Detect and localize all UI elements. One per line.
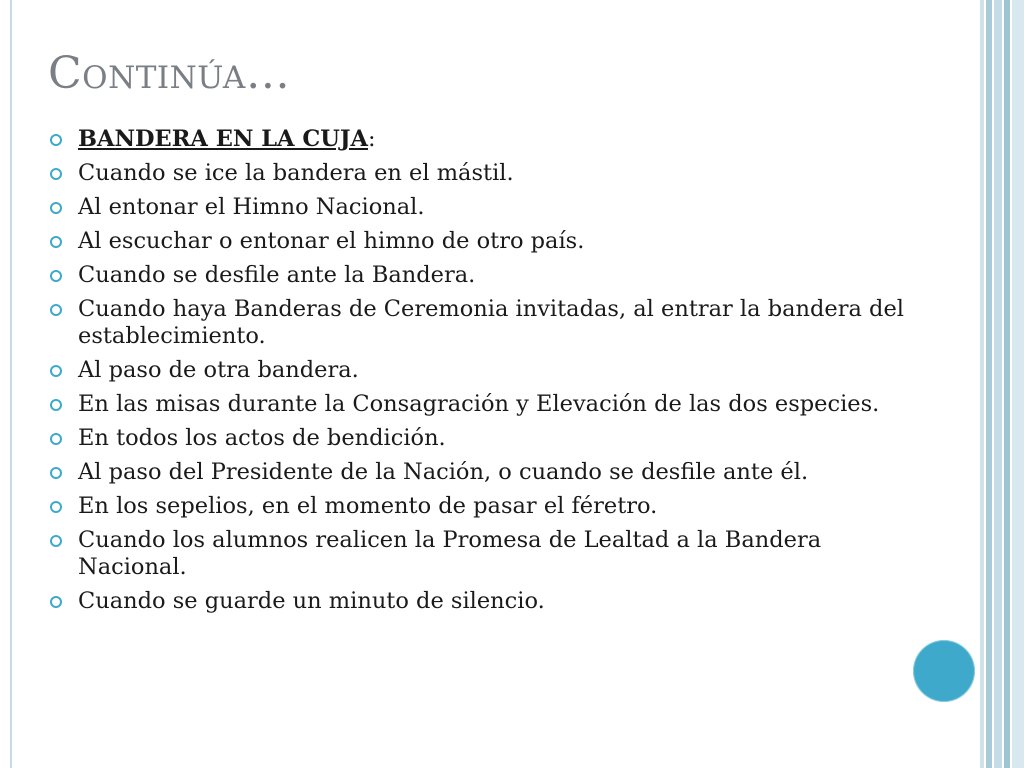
list-item [48,493,908,520]
list-item [48,527,908,581]
list-item [48,194,908,221]
list-item [48,391,908,418]
list-heading: BANDERA EN LA CUJA [78,126,368,152]
list-item [48,160,908,187]
right-stripe [994,0,1002,768]
ring-bullet-icon [50,399,62,411]
list-heading-suffix: : [367,126,376,152]
list-item [48,459,908,486]
list-item-text: Cuando se guarde un minuto de silencio. [78,588,545,614]
list-item-text: Al paso de otra bandera. [78,357,359,383]
ring-bullet-icon [50,304,62,316]
list-item [48,425,908,452]
list-item [48,357,908,384]
list-item-text: En las misas durante la Consagración y Elevación de las dos especies. [78,391,880,417]
left-border-line [10,0,12,768]
right-stripe [1012,0,1024,768]
list-item-text: Cuando los alumnos realicen la Promesa de Lealtad a la Bandera Nacional. [78,527,822,580]
ring-bullet-icon [50,134,62,146]
list-item [48,228,908,255]
list-item-text: Cuando haya Banderas de Ceremonia invitadas, al entrar la bandera del establecimiento. [78,296,904,349]
list-item-text: En todos los actos de bendición. [78,425,446,451]
ring-bullet-icon [50,365,62,377]
list-item-text: Al paso del Presidente de la Nación, o cuando se desfile ante él. [78,459,809,485]
list-item [48,588,908,615]
list-item-text: Cuando se desfile ante la Bandera. [78,262,476,288]
list-item [48,262,908,289]
list-item-text: Al escuchar o entonar el himno de otro país. [78,228,585,254]
ring-bullet-icon [50,433,62,445]
ring-bullet-icon [50,596,62,608]
right-stripe [980,0,984,768]
ring-bullet-icon [50,168,62,180]
ring-bullet-icon [50,236,62,248]
ring-bullet-icon [50,202,62,214]
ring-bullet-icon [50,501,62,513]
right-stripe [986,0,992,768]
list-item-text: Al entonar el Himno Nacional. [78,194,425,220]
right-stripe [1004,0,1010,768]
ring-bullet-icon [50,270,62,282]
list-item [48,296,908,350]
ring-bullet-icon [50,467,62,479]
list-item-text: En los sepelios, en el momento de pasar el féretro. [78,493,658,519]
slide-title: Continúa… [48,48,291,99]
bullet-list [48,126,908,622]
ring-bullet-icon [50,535,62,547]
list-item-text: Cuando se ice la bandera en el mástil. [78,160,514,186]
list-item-heading [48,126,908,153]
circle-decoration-icon [913,640,975,702]
